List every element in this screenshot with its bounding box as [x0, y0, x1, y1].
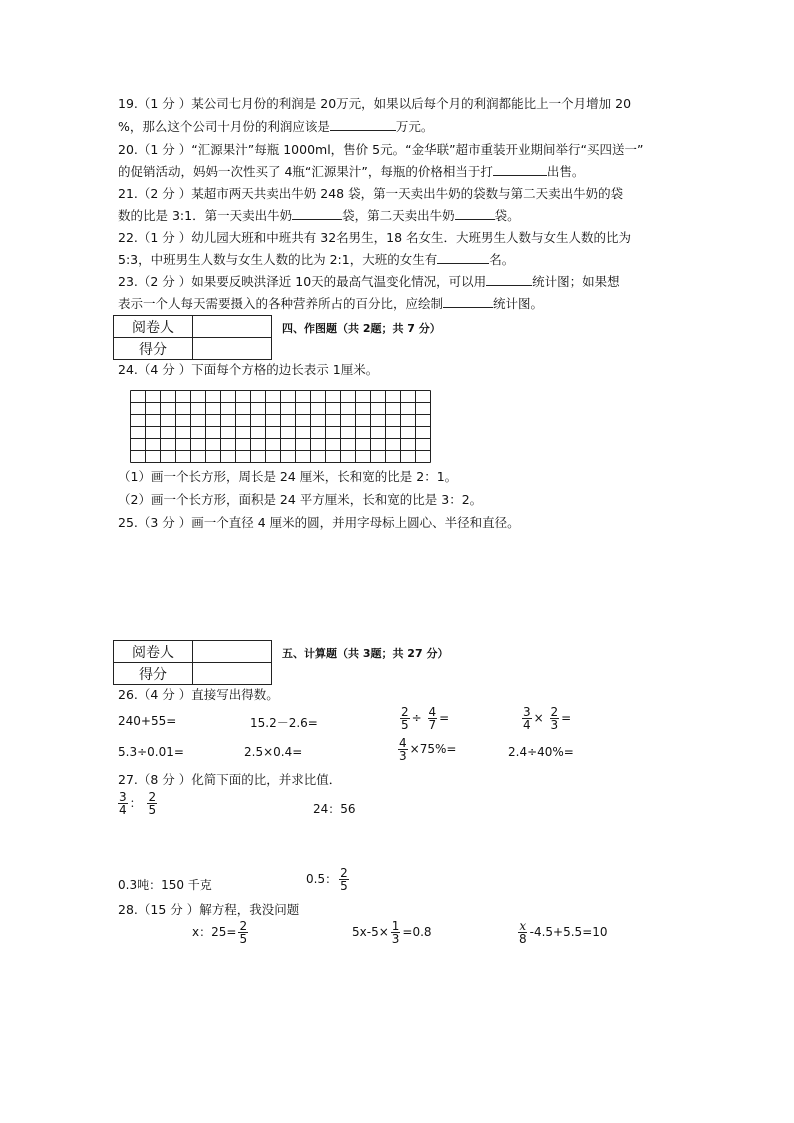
answer-blank[interactable]: [292, 208, 342, 220]
ratio-item: $\frac{3}{4}$ ： $\frac{2}{5}$: [119, 790, 157, 817]
q23-line1: 23.（2 分 ）如果要反映洪泽近 10天的最高气温变化情况，可以用 统计图；如果想: [118, 274, 620, 289]
score-cell[interactable]: [193, 338, 272, 360]
ratio-item: 24：56: [313, 802, 356, 816]
calc-item: $\frac{3}{4}$ × $\frac{2}{3}$ =: [523, 705, 572, 732]
answer-blank[interactable]: [330, 119, 396, 131]
q20-line1: 20.（1 分 ）“汇源果汁”每瓶 1000ml，售价 5元。“金华联”超市重装开业期间举行“买四送一”: [118, 142, 644, 157]
q21-line1: 21.（2 分 ）某超市两天共卖出牛奶 248 袋，第一天卖出牛奶的袋数与第二天卖出牛奶的袋: [118, 186, 624, 201]
fraction: $\frac{2}{5}$: [239, 919, 248, 946]
answer-blank[interactable]: [455, 208, 495, 220]
q24-sub1: （1）画一个长方形，周长是 24 厘米，长和宽的比是 2：1。: [118, 469, 458, 484]
answer-blank[interactable]: [486, 274, 532, 286]
fraction: $\frac{1}{3}$: [391, 919, 400, 946]
fraction: $\frac{x}{8}$: [519, 919, 527, 946]
q26-text: 26.（4 分 ）直接写出得数。: [118, 687, 279, 702]
calc-item: 15.2－2.6=: [250, 716, 318, 730]
reviewer-label: 阅卷人: [114, 641, 193, 663]
reviewer-cell[interactable]: [193, 641, 272, 663]
fraction: $\frac{2}{5}$: [401, 705, 409, 732]
q28-text: 28.（15 分 ）解方程，我没问题: [118, 902, 300, 917]
ratio-item: 0.5： $\frac{2}{5}$: [306, 866, 348, 893]
fraction: $\frac{4}{3}$: [399, 736, 407, 763]
score-label: 得分: [114, 338, 193, 360]
reviewer-label: 阅卷人: [114, 316, 193, 338]
q22-line1: 22.（1 分 ）幼儿园大班和中班共有 32名男生，18 名女生．大班男生人数与女生人数的比为: [118, 230, 632, 245]
fraction: $\frac{3}{4}$: [523, 705, 531, 732]
score-table: [113, 640, 272, 685]
section-title: 五、计算题（共 3题；共 27 分）: [282, 647, 449, 660]
answer-blank[interactable]: [437, 252, 489, 264]
q25-text: 25.（3 分 ）画一个直径 4 厘米的圆，并用字母标上圆心、半径和直径。: [118, 515, 520, 530]
fraction: $\frac{3}{4}$: [119, 790, 127, 817]
fraction: $\frac{2}{5}$: [148, 790, 157, 817]
equation-item: $\frac{x}{8}$ -4.5+5.5=10: [519, 919, 608, 946]
q24-text: 24.（4 分 ）下面每个方格的边长表示 1厘米。: [118, 362, 379, 377]
q27-text: 27.（8 分 ）化简下面的比，并求比值．: [118, 772, 342, 787]
calc-item: 2.5×0.4=: [244, 745, 303, 759]
reviewer-cell[interactable]: [193, 316, 272, 338]
answer-blank[interactable]: [493, 164, 547, 176]
score-cell[interactable]: [193, 663, 272, 685]
q24-sub2: （2）画一个长方形，面积是 24 平方厘米，长和宽的比是 3：2。: [118, 492, 483, 507]
q22-line2: 5:3，中班男生人数与女生人数的比为 2:1，大班的女生有 名。: [118, 252, 515, 267]
fraction: $\frac{2}{5}$: [340, 866, 348, 893]
calc-item: $\frac{4}{3}$ ×75%=: [399, 736, 457, 763]
ratio-item: 0.3吨：150 千克: [118, 878, 212, 892]
fraction: $\frac{4}{7}$: [428, 705, 437, 732]
section-title: 四、作图题（共 2题；共 7 分）: [282, 322, 441, 335]
calc-item: 2.4÷40%=: [508, 745, 574, 759]
q23-line2: 表示一个人每天需要摄入的各种营养所占的百分比，应绘制 统计图。: [118, 296, 544, 311]
fraction: $\frac{2}{3}$: [550, 705, 559, 732]
score-table: [113, 315, 272, 360]
q19-line2: %，那么这个公司十月份的利润应该是 万元。: [118, 119, 434, 134]
score-label: 得分: [114, 663, 193, 685]
calc-item: $\frac{2}{5}$ ÷ $\frac{4}{7}$ =: [401, 705, 450, 732]
q21-line2: 数的比是 3:1．第一天卖出牛奶 袋，第二天卖出牛奶 袋。: [118, 208, 520, 223]
calc-item: 5.3÷0.01=: [118, 745, 184, 759]
q19-line1: 19.（1 分 ）某公司七月份的利润是 20万元，如果以后每个月的利润都能比上一个月增加 20: [118, 96, 632, 111]
square-grid[interactable]: [130, 390, 432, 463]
answer-blank[interactable]: [443, 296, 493, 308]
q20-line2: 的促销活动，妈妈一次性买了 4瓶“汇源果汁”，每瓶的价格相当于打 出售。: [118, 164, 585, 179]
equation-item: x：25= $\frac{2}{5}$: [192, 919, 248, 946]
equation-item: 5x-5× $\frac{1}{3}$ =0.8: [352, 919, 432, 946]
calc-item: 240+55=: [118, 714, 177, 728]
